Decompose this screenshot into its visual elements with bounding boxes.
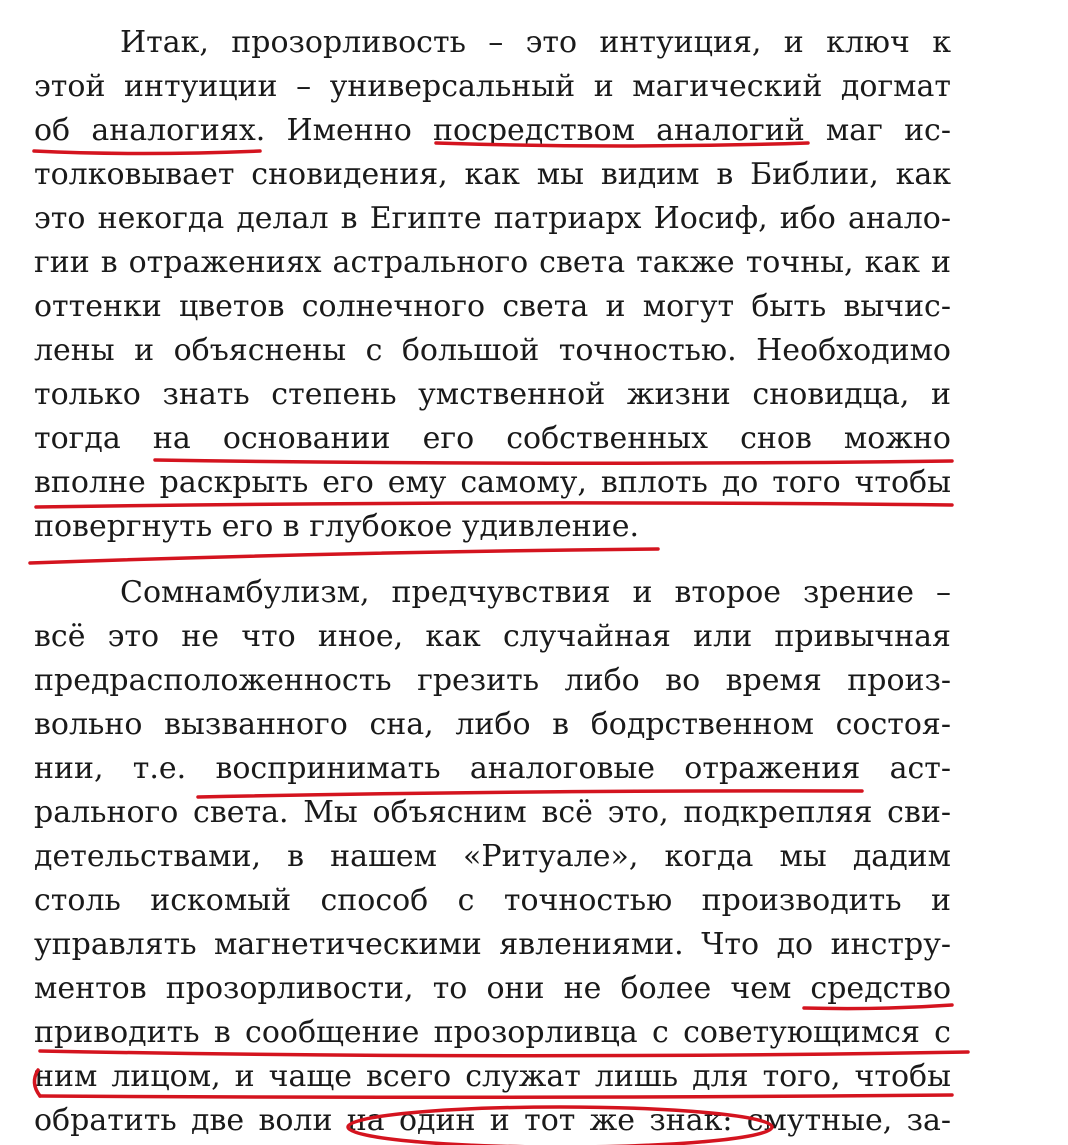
text-line: этой интуиции – универсальный и магический догмат [34, 69, 951, 104]
text-line: ним лицом, и чаще всего служат лишь для того, чтобы [34, 1059, 951, 1094]
text-line: нии, т.е. воспринимать аналоговые отражения аст- [34, 751, 951, 786]
text-line: об аналогиях. Именно посредством аналогий маг ис- [34, 113, 951, 148]
text-line: ментов прозорливости, то они не более чем средство [34, 971, 951, 1006]
text-line: всё это не что иное, как случайная или привычная [34, 619, 951, 654]
text-line: детельствами, в нашем «Ритуале», когда мы дадим [34, 839, 951, 874]
text-line: Итак, прозорливость – это интуиция, и ключ к [120, 25, 951, 60]
text-line: столь искомый способ с точностью производить и [34, 883, 951, 918]
text-line: только знать степень умственной жизни сновидца, и [34, 377, 951, 412]
text-line: предрасположенность грезить либо во время произ- [34, 663, 951, 698]
text-line: вольно вызванного сна, либо в бодрственном состоя- [34, 707, 951, 742]
text-line: лены и объяснены с большой точностью. Необходимо [34, 333, 951, 368]
text-line: Сомнамбулизм, предчувствия и второе зрение – [120, 575, 951, 610]
text-line: приводить в сообщение прозорливца с советующимся с [34, 1015, 951, 1050]
text-line: рального света. Мы объясним всё это, подкрепляя сви- [34, 795, 951, 830]
text-line: тогда на основании его собственных снов можно [34, 421, 951, 456]
text-line: это некогда делал в Египте патриарх Иосиф, ибо анало- [34, 201, 951, 236]
text-line: повергнуть его в глубокое удивление. [34, 509, 639, 544]
text-line: управлять магнетическими явлениями. Что до инстру- [34, 927, 951, 962]
text-line: вполне раскрыть его ему самому, вплоть до того чтобы [34, 465, 951, 500]
text-line: гии в отражениях астрального света также точны, как и [34, 245, 951, 280]
underline-mark [30, 549, 658, 563]
text-line: толковывает сновидения, как мы видим в Библии, как [34, 157, 951, 192]
text-line: оттенки цветов солнечного света и могут быть вычис- [34, 289, 951, 324]
text-line: обратить две воли на один и тот же знак: смутные, за- [34, 1103, 951, 1138]
